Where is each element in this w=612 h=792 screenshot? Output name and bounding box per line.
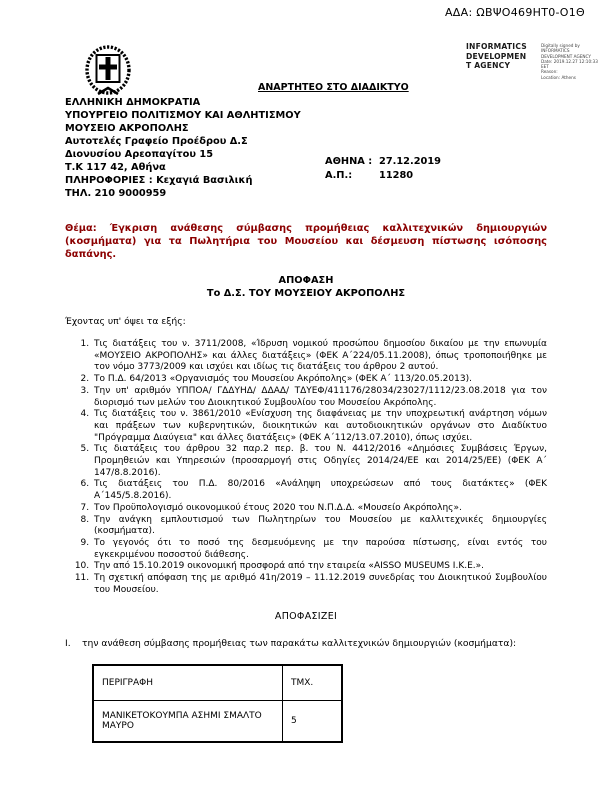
org-line: ΜΟΥΣΕΙΟ ΑΚΡΟΠΟΛΗΣ <box>65 123 189 134</box>
consideration-item: 11. Τη σχετική απόφαση της με αριθμό 41η/2019 – 11.12.2019 συνεδρίας του Διοικητικού Συμβουλίου του Μουσείου. <box>92 573 547 596</box>
protocol-number: 11280 <box>379 170 414 181</box>
org-line: Τ.Κ 117 42, Αθήνα <box>65 162 166 173</box>
table-header-row <box>93 665 342 701</box>
decides-heading: ΑΠΟΦΑΣΙΖΕΙ <box>274 611 338 623</box>
consideration-item: 1. Τις διατάξεις του ν. 3711/2008, «Ίδρυση νομικού προσώπου δημοσίου δικαίου με την επωνυμία «ΜΟΥΣΕΙΟ ΑΚΡΟΠΟΛΗΣ» και άλλες διατάξεις» (ΦΕΚ Α΄224/05.11.2008), όπως τροποποιήθηκε με τον νόμο 3773/2009 και ισχύει και ιδίως τις διατάξεις του άρθρου 2 αυτού. <box>92 339 547 374</box>
consideration-item: 10. Την από 15.10.2019 οικονομική προσφορά από την εταιρεία «AISSO MUSEUMS Ι.Κ.Ε.». <box>92 561 547 573</box>
date-protocol-block <box>325 155 441 183</box>
issuing-authority-block <box>65 96 301 200</box>
document-body <box>65 222 547 743</box>
item-quantity-cell: 5 <box>283 701 343 743</box>
preamble-line: Έχοντας υπ' όψει τα εξής: <box>65 316 186 327</box>
org-line: ΠΛΗΡΟΦΟΡΙΕΣ : Κεχαγιά Βασιλική <box>65 175 253 186</box>
signature-detail-line: EET <box>541 64 549 70</box>
subject-paragraph: Θέμα: Έγκριση ανάθεσης σύμβασης προμήθειας καλλιτεχνικών δημιουργιών (κοσμήματα) για τα Πωλητήρια του Μουσείου και δέσμευση πίστωσης ισόποσης δαπάνης. <box>65 223 547 260</box>
decision-subheading: Το Δ.Σ. ΤΟΥ ΜΟΥΣΕΙΟΥ ΑΚΡΟΠΟΛΗΣ <box>206 288 406 299</box>
signature-detail-line: Location: Athens <box>541 74 576 80</box>
signature-detail-line: Date: 2019.12.27 12:10:33 <box>541 58 598 64</box>
table-row <box>93 701 342 743</box>
signature-details <box>541 43 609 80</box>
protocol-label: Α.Π.: <box>325 170 353 181</box>
org-line: ΥΠΟΥΡΓΕΙΟ ΠΟΛΙΤΙΣΜΟΥ ΚΑΙ ΑΘΛΗΤΙΣΜΟΥ <box>65 110 301 121</box>
consideration-item: 9. Το γεγονός ότι το ποσό της δεσμευόμενης με την παρούσα πίστωσης, είναι εντός του εγκεκριμένου ποσοστού διάθεσης. <box>92 538 547 561</box>
table-header-quantity: ΤΜΧ. <box>283 665 343 701</box>
signature-detail-line: INFORMATICS <box>541 48 570 54</box>
signature-detail-line: DEVELOPMENT AGENCY <box>541 53 591 59</box>
operative-clause <box>65 638 547 650</box>
consideration-item: 8. Την ανάγκη εμπλουτισμού των Πωλητηρίων του Μουσείου με καλλιτεχνικές δημιουργίες (κοσμήματα). <box>92 515 547 538</box>
consideration-item: 5. Τις διατάξεις του άρθρου 32 παρ.2 περ. β. του Ν. 4412/2016 «Δημόσιες Συμβάσεις Έργων, Προμηθειών και Υπηρεσιών (προσαρμογή στις Οδηγίες 2014/24/ΕΕ και 2014/25/ΕΕ) (ΦΕΚ Α΄ 147/8.8.2016). <box>92 444 547 479</box>
city-label: ΑΘΗΝΑ : <box>325 156 373 167</box>
operative-text: την ανάθεση σύμβασης προμήθειας των παρακάτω καλλιτεχνικών δημιουργιών (κοσμήματα): <box>82 638 517 650</box>
goods-table <box>92 664 343 743</box>
consideration-item: 3. Την υπ' αριθμόν ΥΠΠΟΑ/ ΓΔΔΥΗΔ/ ΔΔΑΔ/ ΤΔΥΕΦ/411176/28034/23027/1112/23.08.2018 για τον διορισμό των μελών του Διοικητικού Συμβουλίου του Μουσείου Ακρόπολης. <box>92 386 547 409</box>
table-header-description: ΠΕΡΙΓΡΑΦΗ <box>93 665 283 701</box>
org-line: ΕΛΛΗΝΙΚΗ ΔΗΜΟΚΡΑΤΙΑ <box>65 97 201 108</box>
signature-detail-line: Reason: <box>541 69 558 75</box>
operative-number: Ι. <box>65 638 71 650</box>
org-line: Διονυσίου Αρεοπαγίτου 15 <box>65 149 214 160</box>
ada-code: ΑΔΑ: ΩΒΨΟ469ΗΤ0-Ο1Θ <box>444 6 585 19</box>
internet-posting-notice: ΑΝΑΡΤΗΤΕΟ ΣΤΟ ΔΙΑΔΙΚΤΥΟ <box>258 82 409 93</box>
consideration-item: 6. Τις διατάξεις του Π.Δ. 80/2016 «Ανάληψη υποχρεώσεων από τους διατάκτες» (ΦΕΚ Α΄145/5.8.2016). <box>92 479 547 502</box>
consideration-item: 2. Το Π.Δ. 64/2013 «Οργανισμός του Μουσείου Ακρόπολης» (ΦΕΚ Α΄ 113/20.05.2013). <box>92 374 547 386</box>
consideration-item: 4. Τις διατάξεις του ν. 3861/2010 «Ενίσχυση της διαφάνειας με την υποχρεωτική ανάρτηση νόμων και πράξεων των κυβερνητικών, διοικητικών και αυτοδιοικητικών οργάνων στο Διαδίκτυο "Πρόγραμμα Διαύγεια" και άλλες διατάξεις» (ΦΕΚ Α΄112/13.07.2010), όπως ισχύει. <box>92 409 547 444</box>
org-line: Αυτοτελές Γραφείο Προέδρου Δ.Σ <box>65 136 248 147</box>
document-date: 27.12.2019 <box>379 156 441 167</box>
org-line: ΤΗΛ. 210 9000959 <box>65 188 167 199</box>
consideration-item: 7. Τον Προϋπολογισμό οικονομικού έτους 2020 του Ν.Π.Δ.Δ. «Μουσείο Ακρόπολης». <box>92 503 547 515</box>
item-description-cell: ΜΑΝΙΚΕΤΟΚΟΥΜΠΑ ΑΣΗΜΙ ΣΜΑΛΤΟ ΜΑΥΡΟ <box>93 701 283 743</box>
decision-heading: ΑΠΟΦΑΣΗ <box>278 275 334 286</box>
signature-agency-label: INFORMATICS DEVELOPMENT AGENCY <box>466 42 527 70</box>
considerations-list <box>65 339 547 596</box>
signature-detail-line: Digitally signed by <box>541 43 580 48</box>
